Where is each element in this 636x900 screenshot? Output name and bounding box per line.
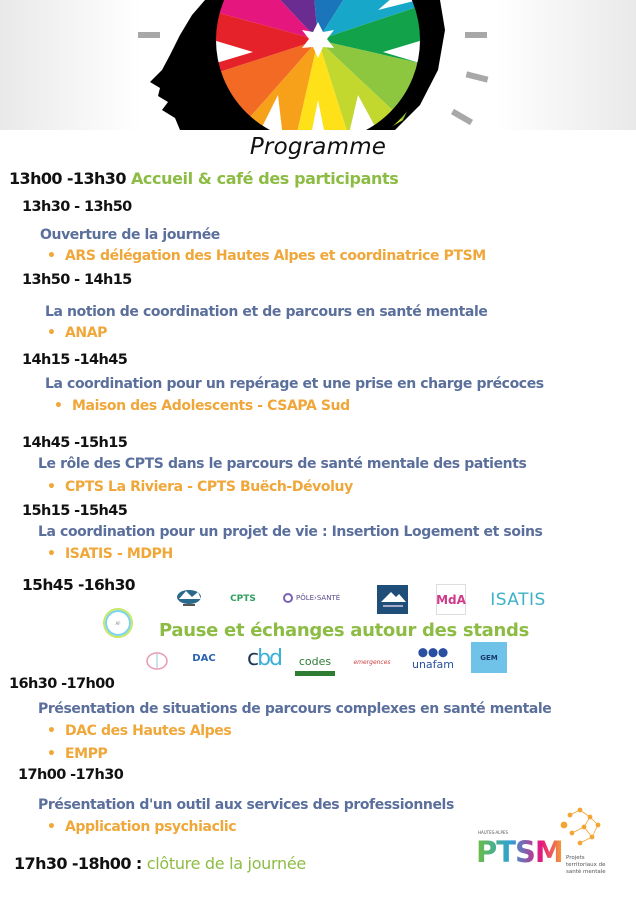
bullet-icon: • [47,819,56,835]
logo-unafam: ⬤⬤⬤ unafam [411,647,454,671]
ptsm-subtitle: Projets territoriaux de santé mentale [566,855,606,875]
session-topic: La coordination pour un projet de vie : Insertion Logement et soins [38,524,543,540]
session-speaker: • CPTS La Riviera - CPTS Buëch-Dévoluy [47,479,353,495]
closing-row [14,854,306,873]
page-title: Programme [249,134,387,160]
session-topic: La coordination pour un repérage et une prise en charge précoces [45,376,544,392]
logo-chbd: c bd [246,645,282,671]
bullet-icon: • [47,746,56,762]
session-speaker: • Maison des Adolescents - CSAPA Sud [54,398,350,414]
pause-label: Pause et échanges autour des stands [159,620,530,641]
bullet-icon: • [47,479,56,495]
logo-neuro-diversites [137,646,177,676]
welcome-label: Accueil & café des participants [130,169,399,188]
session-topic: Ouverture de la journée [40,227,220,243]
logo-cpts: CPTS [230,594,256,604]
pause-time: 15h45 -16h30 [22,576,135,594]
session-speaker: • Application psychiaclic [47,819,237,835]
bullet-icon: • [47,546,56,562]
session-speaker: • DAC des Hautes Alpes [47,723,232,739]
logo-dac: DAC [192,652,216,664]
logo-cpts-mountain [377,585,408,614]
logo-emergences: emergences [353,658,391,666]
session-time: 14h15 -14h45 [22,352,128,368]
ptsm-region: HAUTES-ALPES [478,830,508,835]
session-time: 16h30 -17h00 [9,676,115,692]
session-topic: La notion de coordination et de parcours en santé mentale [45,304,488,320]
session-speaker: • EMPP [47,746,108,762]
session-topic: Le rôle des CPTS dans le parcours de santé mentale des patients [38,456,527,472]
logo-codes: codes [295,651,335,676]
session-time: 13h30 - 13h50 [22,199,132,215]
logo-mda: MdA [436,584,466,615]
logo-cpts-gapencais [172,586,206,612]
logo-pole-sante: PÔLE›SANTÉ [283,586,343,610]
welcome-row [9,169,398,188]
closing-time: 17h30 -18h00 : [14,854,142,873]
ptsm-logo [472,805,612,885]
session-speaker: • ANAP [47,325,108,341]
bullet-icon: • [47,325,56,341]
logo-gem: GEM [471,642,507,673]
session-topic: Présentation de situations de parcours complexes en santé mentale [38,701,552,717]
bullet-icon: • [54,398,63,414]
ptsm-name: PTSM [476,835,563,869]
bullet-icon: • [47,248,56,264]
closing-label: clôture de la journée [146,854,306,873]
session-speaker: • ISATIS - MDPH [47,546,173,562]
head-color-wheel-icon [0,0,636,130]
session-speaker: • ARS délégation des Hautes Alpes et coordinatrice PTSM [47,248,486,264]
logo-addictions-france: AF [103,608,133,638]
session-time: 13h50 - 14h15 [22,272,132,288]
logo-isatis: ISATIS [490,590,546,610]
session-topic: Présentation d'un outil aux services des professionnels [38,797,454,813]
header-illustration [0,0,636,130]
welcome-time: 13h00 -13h30 [9,169,126,188]
session-time: 17h00 -17h30 [18,767,124,783]
session-time: 14h45 -15h15 [22,435,128,451]
bullet-icon: • [47,723,56,739]
session-time: 15h15 -15h45 [22,503,128,519]
